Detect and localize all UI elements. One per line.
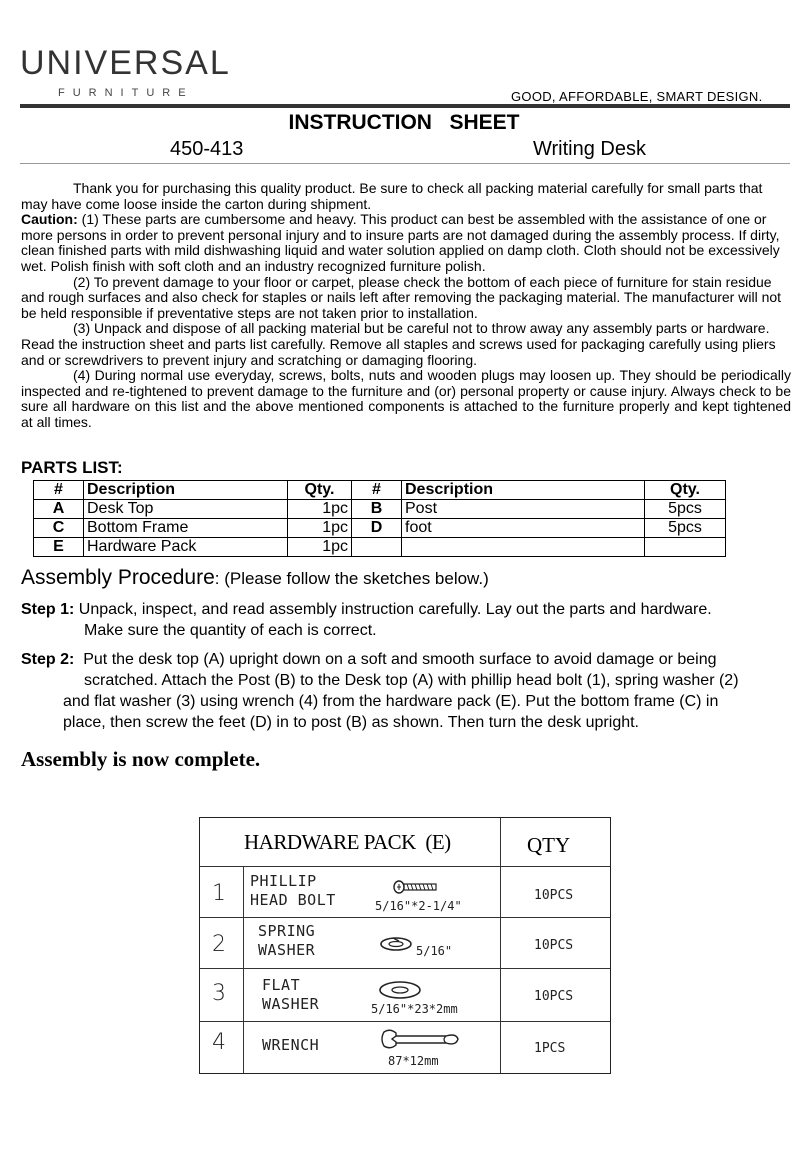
assembly-complete: Assembly is now complete. xyxy=(21,747,261,771)
hw-item-spec: 5/16"*2-1/4" xyxy=(375,899,462,913)
part-num: B xyxy=(352,500,402,519)
hw-item-qty: 1PCS xyxy=(534,1041,566,1056)
hw-item-qty: 10PCS xyxy=(534,989,574,1004)
col-qty-2: Qty. xyxy=(645,481,726,500)
step-2 xyxy=(21,649,791,733)
part-desc xyxy=(402,538,645,557)
hw-item-qty: 10PCS xyxy=(534,888,574,903)
step-text: Put the desk top (A) upright down on a soft and smooth surface to avoid damage or being xyxy=(74,651,717,668)
flat-washer-icon xyxy=(378,980,422,1000)
part-qty: 1pc xyxy=(288,500,352,519)
intro-paragraph: Thank you for purchasing this quality product. Be sure to check all packing material carefully for small parts that may have come loose inside the carton during shipment. xyxy=(21,180,763,212)
part-qty: 1pc xyxy=(288,519,352,538)
col-num-2: # xyxy=(352,481,402,500)
caution-label: Caution: xyxy=(21,211,78,228)
bolt-icon xyxy=(393,880,443,894)
divider xyxy=(200,866,610,867)
title-rule xyxy=(20,163,790,164)
hw-item-name-line: FLAT xyxy=(262,976,301,994)
part-qty: 1pc xyxy=(288,538,352,557)
part-num: D xyxy=(352,519,402,538)
col-num: # xyxy=(34,481,84,500)
hw-item-name-line: WASHER xyxy=(258,941,316,959)
col-desc-2: Description xyxy=(402,481,645,500)
hw-item-name-line: HEAD BOLT xyxy=(250,891,336,909)
caution-item-4: (4) During normal use everyday, screws, bolts, nuts and wooden plugs may loosen up. They should be periodically inspected and re-tightened to prevent damage to the furniture and (or) personal property or cause injury. Always check to be sure all hardware on this list and the above mentioned components is attached to the furniture properly and kept tightened at all times. xyxy=(21,367,791,430)
part-qty: 5pcs xyxy=(645,519,726,538)
step-label: Step 2: xyxy=(21,651,75,668)
part-qty xyxy=(645,538,726,557)
part-desc: foot xyxy=(402,519,645,538)
part-num: C xyxy=(34,519,84,538)
hw-item-name-line: WRENCH xyxy=(262,1036,320,1054)
hw-item-name xyxy=(258,922,315,960)
assembly-heading xyxy=(21,567,489,588)
divider xyxy=(500,818,501,1073)
parts-table xyxy=(33,480,726,557)
hw-item-name xyxy=(262,1036,319,1055)
hw-item-name xyxy=(262,976,319,1014)
model-number: 450-413 xyxy=(170,138,244,160)
part-qty: 5pcs xyxy=(645,500,726,519)
spring-washer-icon xyxy=(380,936,414,952)
tagline: GOOD, AFFORDABLE, SMART DESIGN. xyxy=(511,89,763,104)
col-desc: Description xyxy=(84,481,288,500)
hw-item-name-line: WASHER xyxy=(262,995,320,1013)
hardware-title: HARDWARE PACK (E) xyxy=(244,830,451,854)
brand-sub: FURNITURE xyxy=(58,87,194,99)
caution-item-3: (3) Unpack and dispose of all packing material but be careful not to throw away any assembly parts or hardware. Read the instruction sheet and parts list carefully. Remove all staples and screws used for packaging carefully using pliers and or screwdrivers to prevent injury and scratching or damaging flooring. xyxy=(21,320,776,368)
hw-item-num: 2 xyxy=(212,932,226,957)
step-1 xyxy=(21,599,791,641)
hw-item-spec: 5/16"*23*2mm xyxy=(371,1002,458,1016)
step-text: place, then screw the feet (D) in to post (B) as shown. Then turn the desk upright. xyxy=(63,714,639,731)
hw-item-qty: 10PCS xyxy=(534,938,574,953)
table-row xyxy=(34,538,726,557)
table-row xyxy=(34,519,726,538)
divider xyxy=(200,917,610,918)
page-title: INSTRUCTION SHEET xyxy=(288,111,520,134)
hw-item-num: 1 xyxy=(212,881,226,906)
step-text: Make sure the quantity of each is correct. xyxy=(84,622,377,639)
assembly-title: Assembly Procedure xyxy=(21,566,215,589)
wrench-icon xyxy=(382,1028,462,1054)
step-text: Unpack, inspect, and read assembly instruction carefully. Lay out the parts and hardware. xyxy=(74,601,712,618)
part-desc: Hardware Pack xyxy=(84,538,288,557)
hw-item-num: 4 xyxy=(212,1030,226,1055)
part-desc: Bottom Frame xyxy=(84,519,288,538)
part-num xyxy=(352,538,402,557)
caution-item-2: (2) To prevent damage to your floor or carpet, please check the bottom of each piece of furniture for stain residue and rough surfaces and also check for staples or nails left after removing the packaging material. The manufacturer will not be held responsible if preventative steps are not taken prior to installation. xyxy=(21,273,782,321)
divider xyxy=(200,1021,610,1022)
caution-text: (1) These parts are cumbersome and heavy. This product can best be assembled with the assistance of one or more persons in order to prevent personal injury and to insure parts are not damaged during the assembly process. If dirty, clean finished parts with mild dishwashing liquid and water solution applied on damp cloth. Cloth should not be excessively wet. Polish finish with soft cloth and an industry recognized furniture polish. xyxy=(21,211,780,274)
step-text: and flat washer (3) using wrench (4) from the hardware pack (E). Put the bottom frame (C) in xyxy=(63,693,719,710)
hw-item-name-line: SPRING xyxy=(258,922,316,940)
hw-item-num: 3 xyxy=(212,981,226,1006)
intro-text xyxy=(21,181,791,431)
hw-item-name-line: PHILLIP xyxy=(250,872,317,890)
hw-item-spec: 5/16" xyxy=(416,944,453,958)
step-label: Step 1: xyxy=(21,601,75,618)
header-rule xyxy=(20,104,790,108)
hw-item-name xyxy=(250,872,336,910)
step-text: scratched. Attach the Post (B) to the Desk top (A) with phillip head bolt (1), spring washer (2) xyxy=(84,672,739,689)
product-name: Writing Desk xyxy=(533,138,646,160)
divider xyxy=(243,866,244,1073)
part-num: E xyxy=(34,538,84,557)
hardware-table xyxy=(199,817,611,1074)
hardware-qty-header: QTY xyxy=(527,833,571,857)
table-row xyxy=(34,500,726,519)
parts-list-heading: PARTS LIST: xyxy=(21,458,123,477)
hw-item-spec: 87*12mm xyxy=(388,1054,439,1068)
assembly-subtitle: : (Please follow the sketches below.) xyxy=(214,569,489,588)
parts-header-row xyxy=(34,481,726,500)
divider xyxy=(200,968,610,969)
col-qty: Qty. xyxy=(288,481,352,500)
caution-paragraph xyxy=(21,212,791,274)
part-desc: Post xyxy=(402,500,645,519)
brand-logo: UNIVERSAL xyxy=(20,44,231,82)
part-desc: Desk Top xyxy=(84,500,288,519)
part-num: A xyxy=(34,500,84,519)
